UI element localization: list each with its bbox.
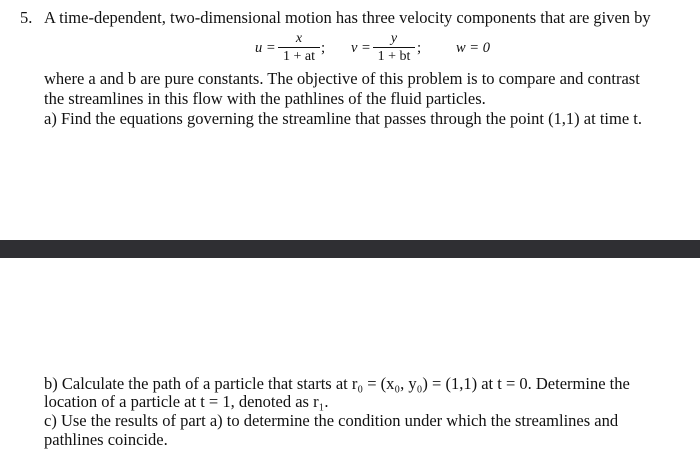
v-label: v =: [351, 40, 371, 56]
parts-b-c-panel: [0, 258, 700, 457]
u-label: u =: [255, 40, 276, 56]
part-c-line-1: c) Use the results of part a) to determine the condition under which the streamlines and: [44, 411, 619, 430]
u-fraction: [278, 31, 320, 64]
u-numerator: x: [295, 31, 303, 46]
v-numerator: y: [390, 31, 398, 46]
v-fraction: [373, 31, 415, 64]
u-separator: ;: [321, 40, 326, 56]
w-equation: w = 0: [456, 40, 490, 56]
text-line-1: where a and b are pure constants. The objective of this problem is to compare and contrast: [44, 69, 640, 88]
part-b-line-2: location of a particle at t = 1, denoted as r₁.: [44, 392, 329, 411]
panel-separator: [0, 240, 700, 258]
u-denominator: 1 + at: [283, 49, 315, 64]
part-c-line-2: pathlines coincide.: [44, 430, 168, 449]
part-a-question: a) Find the equations governing the streamline that passes through the point (1,1) at time t.: [44, 109, 642, 128]
text-line-2: the streamlines in this flow with the pathlines of the fluid particles.: [44, 89, 486, 108]
problem-intro: A time-dependent, two-dimensional motion has three velocity components that are given by: [44, 8, 651, 27]
part-b-line-1: b) Calculate the path of a particle that starts at r₀ = (x₀, y₀) = (1,1) at t = 0. Determine the: [44, 374, 630, 393]
problem-number: 5.: [20, 8, 33, 27]
v-separator: ;: [417, 40, 422, 56]
v-denominator: 1 + bt: [377, 49, 411, 64]
